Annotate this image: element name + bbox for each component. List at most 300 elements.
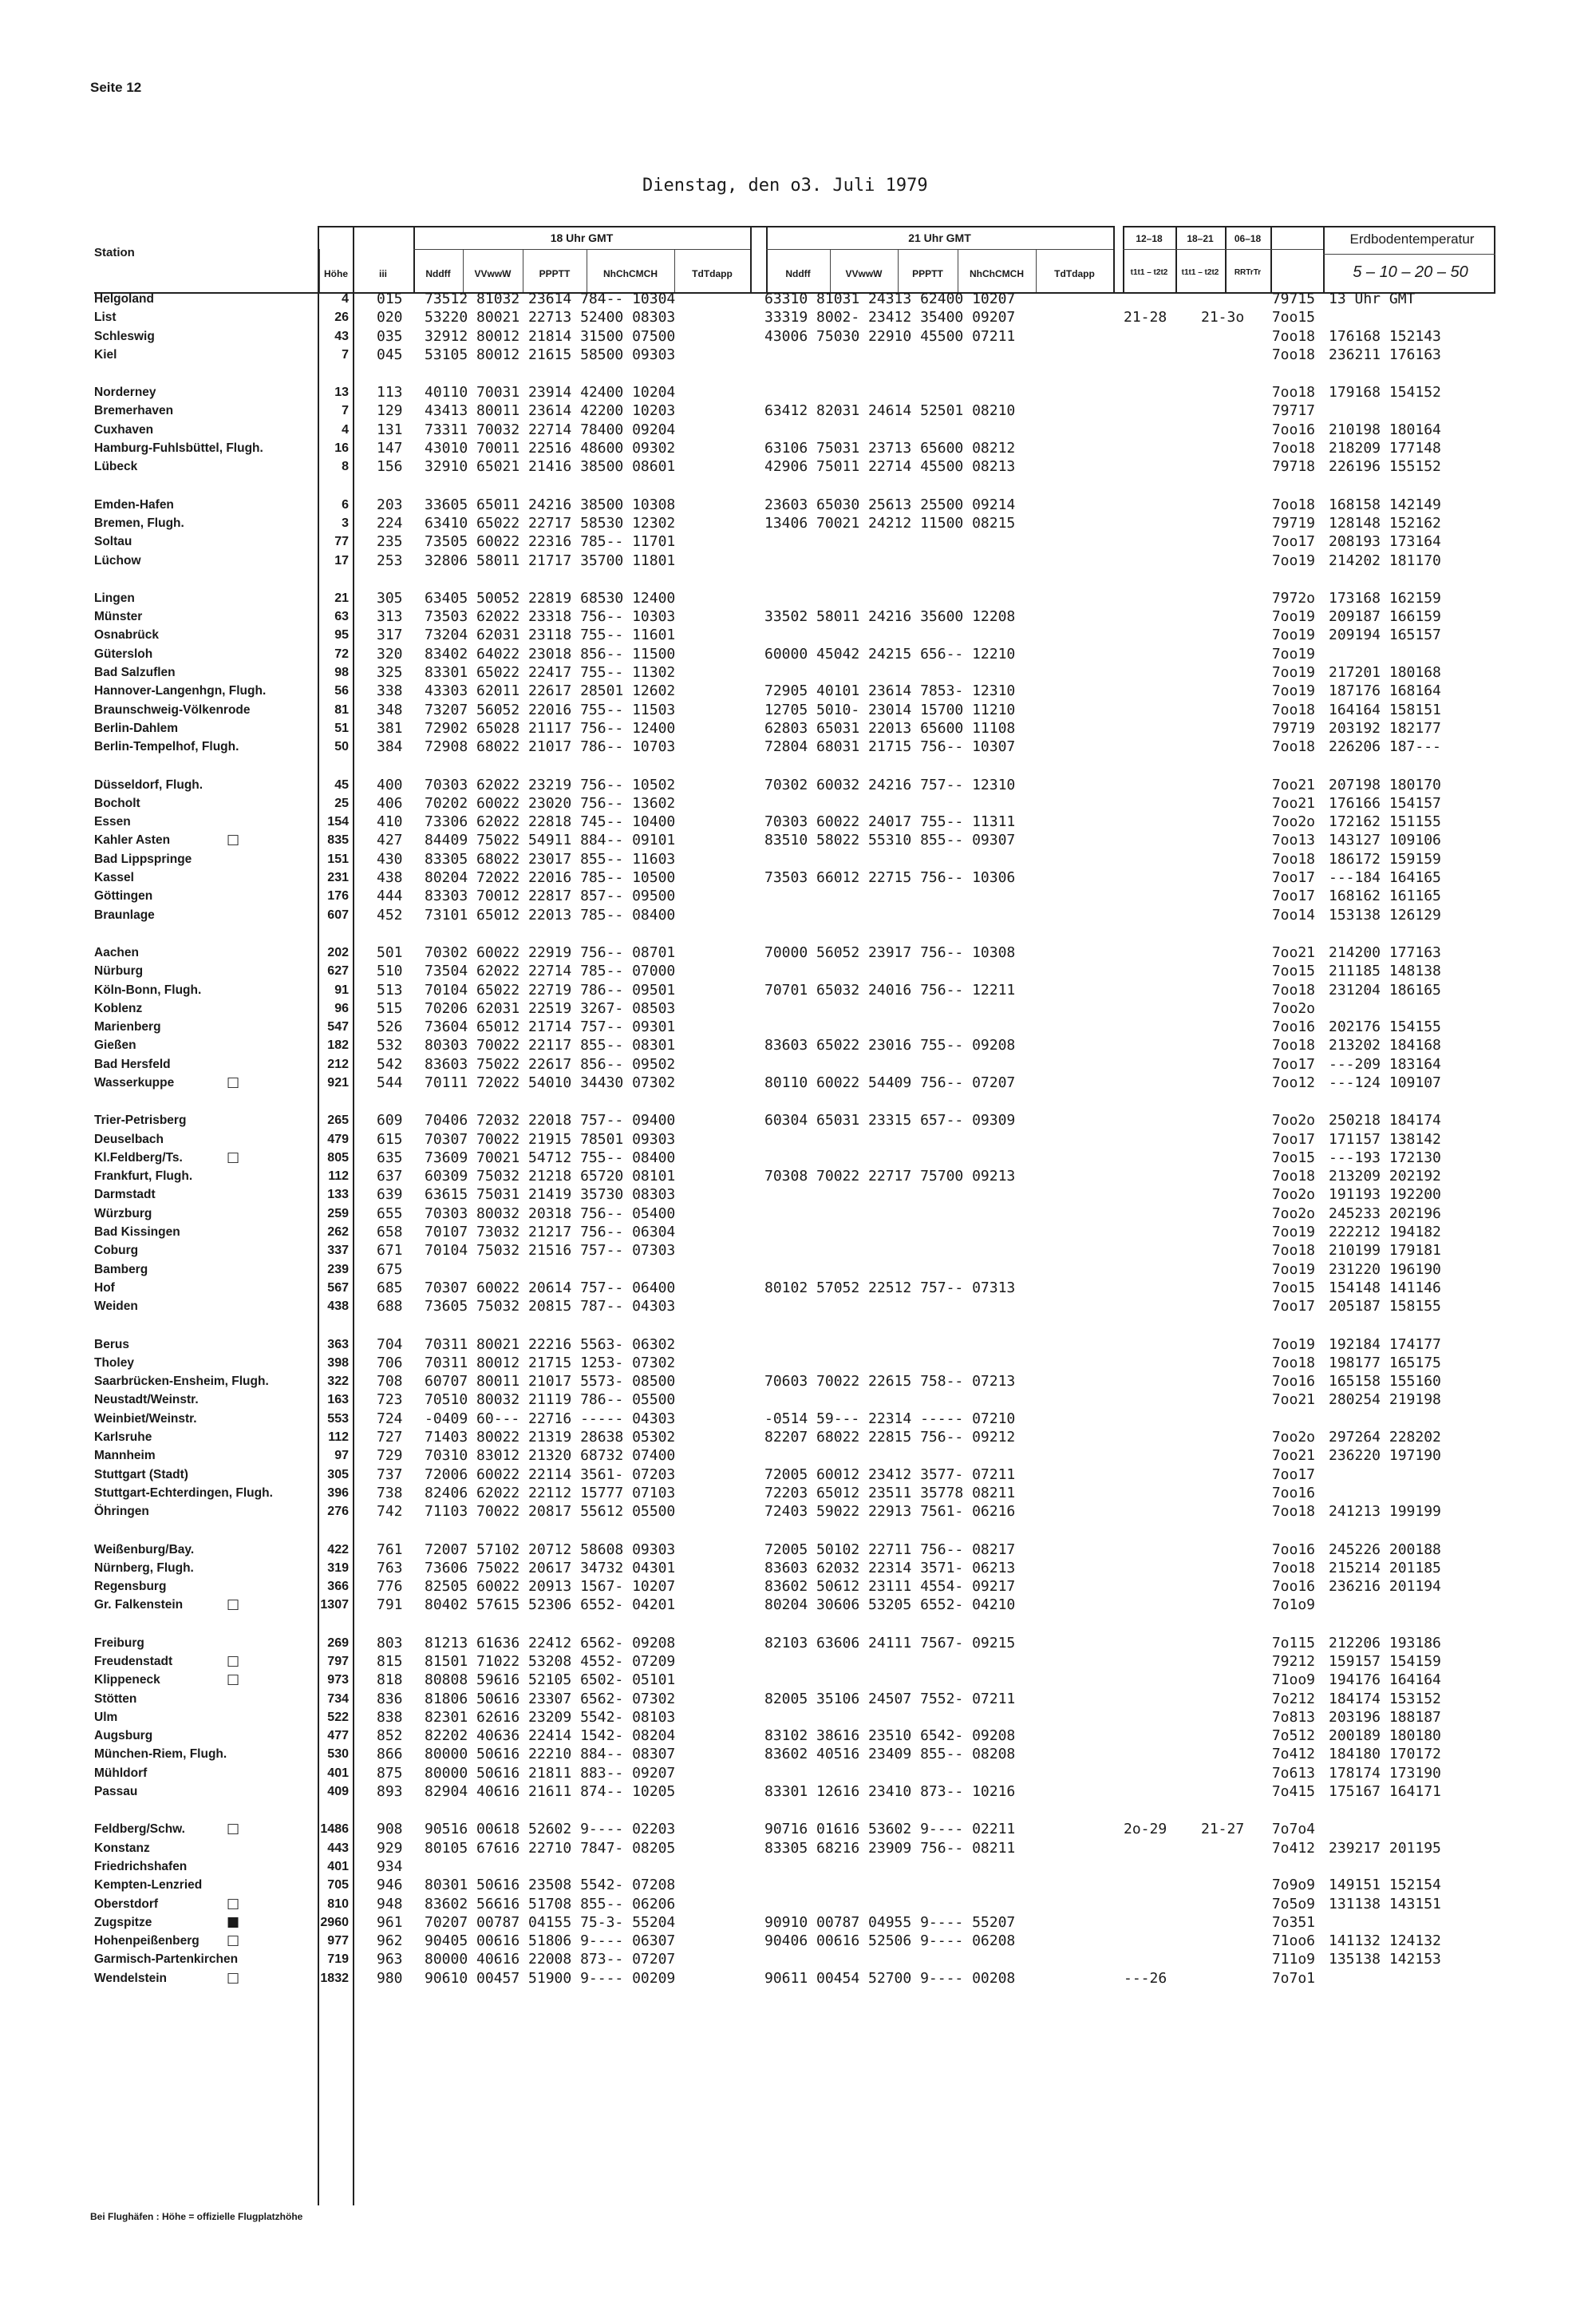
cell-x4: 210198 180164 bbox=[1329, 421, 1441, 438]
cell-h: 269 bbox=[327, 1636, 349, 1650]
cell-st: Gütersloh bbox=[94, 647, 153, 661]
cell-x3: 7oo18 bbox=[1271, 496, 1315, 513]
group-gap bbox=[0, 1316, 1596, 1335]
cell-h: 43 bbox=[334, 329, 349, 343]
cell-x2: 21-3o bbox=[1201, 309, 1245, 326]
cell-id: 635 bbox=[377, 1149, 403, 1166]
cell-g18: 82406 62022 22112 15777 07103 bbox=[425, 1484, 676, 1501]
header-21-col-1: Nddff bbox=[785, 268, 811, 279]
cell-x3: 7oo18 bbox=[1271, 1559, 1315, 1576]
cell-x3: 7oo19 bbox=[1271, 1260, 1315, 1278]
table-row bbox=[0, 1428, 1596, 1446]
cell-id: 980 bbox=[377, 1969, 403, 1987]
cell-h: 26 bbox=[334, 310, 349, 325]
cell-mark: □ bbox=[227, 1074, 240, 1090]
cell-x4: 153138 126129 bbox=[1329, 906, 1441, 924]
cell-st: Bad Lippspringe bbox=[94, 852, 192, 866]
table-row bbox=[0, 626, 1596, 644]
table-row bbox=[0, 1502, 1596, 1521]
cell-g18: 73609 70021 54712 755-- 08400 bbox=[425, 1149, 676, 1166]
table-row bbox=[0, 1969, 1596, 1988]
cell-x4: 165158 155160 bbox=[1329, 1373, 1441, 1390]
cell-g18: 83603 75022 22617 856-- 09502 bbox=[425, 1055, 676, 1073]
cell-id: 384 bbox=[377, 738, 403, 756]
table-row bbox=[0, 1671, 1596, 1689]
cell-h: 547 bbox=[327, 1020, 349, 1034]
cell-h: 810 bbox=[327, 1897, 349, 1911]
table-row bbox=[0, 1335, 1596, 1354]
cell-st: Deuselbach bbox=[94, 1132, 164, 1146]
table-row bbox=[0, 327, 1596, 346]
cell-st: Garmisch-Partenkirchen bbox=[94, 1952, 239, 1967]
cell-id: 113 bbox=[377, 384, 403, 401]
table-row bbox=[0, 290, 1596, 308]
cell-x3: 7oo12 bbox=[1271, 1074, 1315, 1091]
cell-x3: 7oo15 bbox=[1271, 1279, 1315, 1296]
cell-x3: 7oo19 bbox=[1271, 1224, 1315, 1241]
cell-id: 934 bbox=[377, 1857, 403, 1875]
cell-x4: 297264 228202 bbox=[1329, 1429, 1441, 1446]
cell-h: 1486 bbox=[320, 1822, 349, 1837]
table-row bbox=[0, 1204, 1596, 1223]
cell-g18: 72902 65028 21117 756-- 12400 bbox=[425, 719, 676, 737]
table-row bbox=[0, 308, 1596, 326]
header-station: Station bbox=[94, 246, 135, 259]
cell-id: 400 bbox=[377, 776, 403, 793]
cell-g18: 81501 71022 53208 4552- 07209 bbox=[425, 1653, 676, 1670]
cell-st: Zugspitze bbox=[94, 1915, 152, 1929]
cell-g21: 70308 70022 22717 75700 09213 bbox=[764, 1168, 1016, 1185]
cell-g18: 72007 57102 20712 58608 09303 bbox=[425, 1541, 676, 1558]
group-gap bbox=[0, 1615, 1596, 1634]
cell-id: 836 bbox=[377, 1690, 403, 1707]
cell-x3: 7oo19 bbox=[1271, 682, 1315, 700]
cell-g21: 83603 62032 22314 3571- 06213 bbox=[764, 1559, 1016, 1576]
cell-g21: 63310 81031 24313 62400 10207 bbox=[764, 291, 1016, 307]
cell-x3: 7oo18 bbox=[1271, 327, 1315, 345]
cell-x4: 231204 186165 bbox=[1329, 981, 1441, 999]
cell-h: 438 bbox=[327, 1299, 349, 1314]
cell-x3: 7oo16 bbox=[1271, 1373, 1315, 1390]
cell-id: 791 bbox=[377, 1596, 403, 1614]
cell-x3: 7oo18 bbox=[1271, 1037, 1315, 1054]
cell-x4: 171157 138142 bbox=[1329, 1130, 1441, 1148]
cell-g18: 32912 80012 21814 31500 07500 bbox=[425, 327, 676, 345]
cell-x4: 172162 151155 bbox=[1329, 813, 1441, 831]
cell-x3: 7o415 bbox=[1271, 1783, 1315, 1801]
cell-x3: 7oo18 bbox=[1271, 1354, 1315, 1371]
cell-x4: 178174 173190 bbox=[1329, 1764, 1441, 1782]
cell-g21: 83301 12616 23410 873-- 10216 bbox=[764, 1783, 1016, 1801]
cell-x4: 241213 199199 bbox=[1329, 1503, 1441, 1521]
cell-g18: 80808 59616 52105 6502- 05101 bbox=[425, 1671, 676, 1689]
cell-h: 13 bbox=[334, 386, 349, 400]
cell-g18: 73604 65012 21714 757-- 09301 bbox=[425, 1018, 676, 1036]
cell-x3: 7oo17 bbox=[1271, 1055, 1315, 1073]
table-row bbox=[0, 719, 1596, 738]
cell-x4: 184174 153152 bbox=[1329, 1690, 1441, 1707]
cell-x3: 7oo21 bbox=[1271, 794, 1315, 812]
cell-x3: 7oo15 bbox=[1271, 1149, 1315, 1166]
cell-g18: 73101 65012 22013 785-- 08400 bbox=[425, 906, 676, 924]
cell-x4: 245233 202196 bbox=[1329, 1204, 1441, 1222]
cell-x3: 7oo2o bbox=[1271, 813, 1315, 831]
table-row bbox=[0, 831, 1596, 849]
cell-x3: 7o9o9 bbox=[1271, 1877, 1315, 1894]
cell-g18: 70307 60022 20614 757-- 06400 bbox=[425, 1279, 676, 1296]
table-row bbox=[0, 1708, 1596, 1726]
cell-g18: 53105 80012 21615 58500 09303 bbox=[425, 346, 676, 363]
cell-id: 875 bbox=[377, 1764, 403, 1782]
table-row bbox=[0, 552, 1596, 570]
cell-x4: 209187 166159 bbox=[1329, 608, 1441, 626]
cell-x3: 79719 bbox=[1271, 719, 1315, 737]
cell-st: Berlin-Tempelhof, Flugh. bbox=[94, 740, 239, 754]
table-row bbox=[0, 1055, 1596, 1074]
cell-h: 366 bbox=[327, 1580, 349, 1594]
cell-g18: 82904 40616 21611 874-- 10205 bbox=[425, 1783, 676, 1801]
cell-g18: 70303 80032 20318 756-- 05400 bbox=[425, 1204, 676, 1222]
table-row bbox=[0, 383, 1596, 401]
header-iii: iii bbox=[378, 268, 387, 279]
cell-st: Hannover-Langenhgn, Flugh. bbox=[94, 684, 267, 698]
cell-g21: 70303 60022 24017 755-- 11311 bbox=[764, 813, 1016, 831]
cell-g21: 83602 50612 23111 4554- 09217 bbox=[764, 1578, 1016, 1596]
cell-st: Nürnberg, Flugh. bbox=[94, 1560, 194, 1575]
cell-g18: 53220 80021 22713 52400 08303 bbox=[425, 309, 676, 326]
table-row bbox=[0, 1241, 1596, 1260]
cell-g18: 70311 80021 22216 5563- 06302 bbox=[425, 1335, 676, 1353]
cell-h: 202 bbox=[327, 945, 349, 959]
cell-x4: 179168 154152 bbox=[1329, 384, 1441, 401]
cell-id: 253 bbox=[377, 552, 403, 569]
cell-g21: 60304 65031 23315 657-- 09309 bbox=[764, 1112, 1016, 1129]
cell-x4: 280254 219198 bbox=[1329, 1391, 1441, 1409]
table-row bbox=[0, 1260, 1596, 1279]
header-21-col-2: VVwwW bbox=[845, 268, 883, 279]
cell-g21: 90611 00454 52700 9---- 00208 bbox=[764, 1969, 1016, 1987]
table-row bbox=[0, 1820, 1596, 1838]
cell-st: Passau bbox=[94, 1785, 138, 1799]
cell-st: Berus bbox=[94, 1337, 129, 1351]
cell-id: 729 bbox=[377, 1447, 403, 1465]
cell-g21: 70000 56052 23917 756-- 10308 bbox=[764, 943, 1016, 961]
cell-st: Helgoland bbox=[94, 292, 154, 306]
cell-x2: 21-27 bbox=[1201, 1821, 1245, 1838]
cell-x3: 7oo2o bbox=[1271, 999, 1315, 1017]
cell-g18: 72908 68022 21017 786-- 10703 bbox=[425, 738, 676, 756]
cell-g21: 82103 63606 24111 7567- 09215 bbox=[764, 1634, 1016, 1651]
cell-id: 615 bbox=[377, 1130, 403, 1148]
cell-id: 685 bbox=[377, 1279, 403, 1296]
cell-g18: -0409 60--- 22716 ----- 04303 bbox=[425, 1410, 676, 1427]
cell-id: 015 bbox=[377, 291, 403, 307]
cell-x4: ---193 172130 bbox=[1329, 1149, 1441, 1166]
table-row bbox=[0, 1726, 1596, 1745]
cell-g21: 62803 65031 22013 65600 11108 bbox=[764, 719, 1016, 737]
cell-g21: 70302 60032 24216 757-- 12310 bbox=[764, 776, 1016, 793]
cell-st: Osnabrück bbox=[94, 628, 159, 643]
header-18-col-2: VVwwW bbox=[474, 268, 512, 279]
table-row bbox=[0, 457, 1596, 476]
cell-g18: 70111 72022 54010 34430 07302 bbox=[425, 1074, 676, 1091]
table-row bbox=[0, 1950, 1596, 1968]
cell-id: 948 bbox=[377, 1895, 403, 1912]
cell-g18: 70303 62022 23219 756-- 10502 bbox=[425, 776, 676, 793]
table-row bbox=[0, 1465, 1596, 1484]
cell-h: 322 bbox=[327, 1374, 349, 1389]
header-18-col-5: TdTdapp bbox=[692, 268, 733, 279]
table-row bbox=[0, 1634, 1596, 1652]
cell-x3: 7oo18 bbox=[1271, 850, 1315, 868]
cell-x3: 7o212 bbox=[1271, 1690, 1315, 1707]
cell-id: 427 bbox=[377, 832, 403, 849]
cell-g21: 83305 68216 23909 756-- 08211 bbox=[764, 1839, 1016, 1857]
cell-x3: 79718 bbox=[1271, 458, 1315, 476]
cell-st: Weiden bbox=[94, 1299, 138, 1314]
cell-st: Öhringen bbox=[94, 1505, 149, 1519]
cell-st: Freudenstadt bbox=[94, 1655, 173, 1668]
cell-st: Coburg bbox=[94, 1244, 139, 1258]
cell-h: 607 bbox=[327, 908, 349, 922]
cell-g18: 43303 62011 22617 28501 12602 bbox=[425, 682, 676, 700]
cell-id: 513 bbox=[377, 981, 403, 999]
header-21-col-5: TdTdapp bbox=[1054, 268, 1095, 279]
cell-x4: 226206 187--- bbox=[1329, 738, 1441, 756]
cell-g21: 73503 66012 22715 756-- 10306 bbox=[764, 869, 1016, 887]
cell-id: 866 bbox=[377, 1746, 403, 1763]
table-row bbox=[0, 701, 1596, 719]
cell-x4: 131138 143151 bbox=[1329, 1895, 1441, 1912]
cell-st: Hof bbox=[94, 1280, 115, 1295]
table-row bbox=[0, 1372, 1596, 1390]
cell-h: 163 bbox=[327, 1393, 349, 1407]
cell-x4: 135138 142153 bbox=[1329, 1951, 1441, 1968]
group-gap bbox=[0, 477, 1596, 496]
cell-x4: 245226 200188 bbox=[1329, 1541, 1441, 1558]
cell-x3: 7oo17 bbox=[1271, 533, 1315, 551]
cell-id: 724 bbox=[377, 1410, 403, 1427]
cell-st: Kl.Feldberg/Ts. bbox=[94, 1150, 183, 1165]
cell-h: 567 bbox=[327, 1280, 349, 1295]
cell-id: 727 bbox=[377, 1429, 403, 1446]
cell-x3: 7o1o9 bbox=[1271, 1596, 1315, 1614]
cell-g18: 83301 65022 22417 755-- 11302 bbox=[425, 664, 676, 682]
cell-st: Feldberg/Schw. bbox=[94, 1822, 185, 1837]
cell-id: 803 bbox=[377, 1634, 403, 1651]
cell-h: 401 bbox=[327, 1859, 349, 1873]
cell-x3: 7o613 bbox=[1271, 1764, 1315, 1782]
cell-x3: 7oo14 bbox=[1271, 906, 1315, 924]
cell-id: 510 bbox=[377, 963, 403, 980]
cell-x3: 7o7o1 bbox=[1271, 1969, 1315, 1987]
table-row bbox=[0, 776, 1596, 794]
header-18-21: 18–21 bbox=[1187, 233, 1214, 244]
cell-h: 17 bbox=[334, 553, 349, 568]
cell-x4: 208193 173164 bbox=[1329, 533, 1441, 551]
cell-g18: 73606 75022 20617 34732 04301 bbox=[425, 1559, 676, 1576]
cell-g18: 83602 56616 51708 855-- 06206 bbox=[425, 1895, 676, 1912]
cell-x3: 7oo18 bbox=[1271, 1503, 1315, 1521]
cell-g21: 70701 65032 24016 756-- 12211 bbox=[764, 981, 1016, 999]
table-row bbox=[0, 738, 1596, 756]
cell-x4: 176166 154157 bbox=[1329, 794, 1441, 812]
cell-id: 035 bbox=[377, 327, 403, 345]
cell-g18: 63410 65022 22717 58530 12302 bbox=[425, 514, 676, 532]
cell-x3: 7oo18 bbox=[1271, 738, 1315, 756]
cell-x3: 7oo2o bbox=[1271, 1204, 1315, 1222]
cell-st: Oberstdorf bbox=[94, 1897, 159, 1911]
cell-h: 1832 bbox=[320, 1971, 349, 1985]
cell-mark: □ bbox=[227, 1596, 240, 1613]
cell-x4: 173168 162159 bbox=[1329, 589, 1441, 607]
cell-x4: ---124 109107 bbox=[1329, 1074, 1441, 1091]
cell-mark: ■ bbox=[227, 1913, 240, 1930]
cell-x3: 7oo16 bbox=[1271, 1018, 1315, 1036]
cell-h: 530 bbox=[327, 1747, 349, 1762]
cell-x3: 7oo21 bbox=[1271, 1391, 1315, 1409]
cell-x3: 79717 bbox=[1271, 402, 1315, 420]
cell-x4: 149151 152154 bbox=[1329, 1877, 1441, 1894]
cell-h: 56 bbox=[334, 684, 349, 698]
cell-h: 479 bbox=[327, 1132, 349, 1146]
table-row bbox=[0, 1690, 1596, 1708]
cell-id: 818 bbox=[377, 1671, 403, 1689]
cell-x4: 236220 197190 bbox=[1329, 1447, 1441, 1465]
cell-mark: □ bbox=[227, 1671, 240, 1688]
cell-h: 522 bbox=[327, 1710, 349, 1724]
cell-g18: 83305 68022 23017 855-- 11603 bbox=[425, 850, 676, 868]
cell-h: 239 bbox=[327, 1262, 349, 1276]
cell-h: 77 bbox=[334, 535, 349, 549]
cell-h: 95 bbox=[334, 628, 349, 643]
cell-h: 305 bbox=[327, 1467, 349, 1481]
cell-g18: 80303 70022 22117 855-- 08301 bbox=[425, 1037, 676, 1054]
cell-id: 325 bbox=[377, 664, 403, 682]
cell-x3: 79715 bbox=[1271, 291, 1315, 307]
cell-g21: 83603 65022 23016 755-- 09208 bbox=[764, 1037, 1016, 1054]
cell-st: Regensburg bbox=[94, 1580, 167, 1594]
cell-id: 542 bbox=[377, 1055, 403, 1073]
cell-g18: 80105 67616 22710 7847- 08205 bbox=[425, 1839, 676, 1857]
cell-x4: 236216 201194 bbox=[1329, 1578, 1441, 1596]
cell-x3: 7oo19 bbox=[1271, 627, 1315, 644]
cell-h: 45 bbox=[334, 777, 349, 792]
cell-h: 259 bbox=[327, 1206, 349, 1220]
cell-h: 262 bbox=[327, 1225, 349, 1240]
cell-h: 422 bbox=[327, 1542, 349, 1556]
cell-x3: 71oo9 bbox=[1271, 1671, 1315, 1689]
cell-st: Gießen bbox=[94, 1038, 136, 1053]
cell-g21: 60000 45042 24215 656-- 12210 bbox=[764, 645, 1016, 663]
cell-id: 852 bbox=[377, 1727, 403, 1745]
cell-x4: 213202 184168 bbox=[1329, 1037, 1441, 1054]
cell-h: 50 bbox=[334, 740, 349, 754]
cell-g21: 90406 00616 52506 9---- 06208 bbox=[764, 1932, 1016, 1950]
cell-g18: 70406 72032 22018 757-- 09400 bbox=[425, 1112, 676, 1129]
cell-g21: 82005 35106 24507 7552- 07211 bbox=[764, 1690, 1016, 1707]
cell-id: 410 bbox=[377, 813, 403, 831]
cell-x4: 141132 124132 bbox=[1329, 1932, 1441, 1950]
cell-g18: 82202 40636 22414 1542- 08204 bbox=[425, 1727, 676, 1745]
cell-g18: 63615 75031 21419 35730 08303 bbox=[425, 1186, 676, 1204]
cell-x3: 7oo21 bbox=[1271, 943, 1315, 961]
cell-g18: 70206 62031 22519 3267- 08503 bbox=[425, 999, 676, 1017]
cell-x4: 222212 194182 bbox=[1329, 1224, 1441, 1241]
group-gap bbox=[0, 1521, 1596, 1541]
cell-h: 265 bbox=[327, 1113, 349, 1128]
table-row bbox=[0, 868, 1596, 887]
cell-h: 921 bbox=[327, 1075, 349, 1090]
cell-id: 742 bbox=[377, 1503, 403, 1521]
table-row bbox=[0, 682, 1596, 700]
cell-x3: 7oo2o bbox=[1271, 1186, 1315, 1204]
cell-g18: 73512 81032 23614 784-- 10304 bbox=[425, 291, 676, 307]
cell-id: 946 bbox=[377, 1877, 403, 1894]
cell-st: Braunschweig-Völkenrode bbox=[94, 702, 251, 717]
cell-x4: 186172 159159 bbox=[1329, 850, 1441, 868]
cell-h: 63 bbox=[334, 610, 349, 624]
cell-x1: 2o-29 bbox=[1124, 1821, 1167, 1838]
table-row bbox=[0, 1484, 1596, 1502]
cell-id: 671 bbox=[377, 1242, 403, 1260]
table-row bbox=[0, 1149, 1596, 1167]
cell-g18: 73605 75032 20815 787-- 04303 bbox=[425, 1298, 676, 1315]
cell-g18: 33605 65011 24216 38500 10308 bbox=[425, 496, 676, 513]
cell-h: 91 bbox=[334, 983, 349, 997]
table-row bbox=[0, 401, 1596, 420]
cell-x4: 194176 164164 bbox=[1329, 1671, 1441, 1689]
cell-g21: 70603 70022 22615 758-- 07213 bbox=[764, 1373, 1016, 1390]
cell-st: Ulm bbox=[94, 1710, 118, 1724]
group-gap bbox=[0, 364, 1596, 383]
cell-x3: 7oo19 bbox=[1271, 552, 1315, 569]
table-row bbox=[0, 813, 1596, 831]
cell-x4: ---184 164165 bbox=[1329, 869, 1441, 887]
cell-g21: 63106 75031 23713 65600 08212 bbox=[764, 440, 1016, 457]
cell-g18: 70310 83012 21320 68732 07400 bbox=[425, 1447, 676, 1465]
cell-mark: □ bbox=[227, 1149, 240, 1165]
cell-id: 045 bbox=[377, 346, 403, 363]
cell-id: 708 bbox=[377, 1373, 403, 1390]
cell-g18: 84409 75022 54911 884-- 09101 bbox=[425, 832, 676, 849]
cell-x3: 7o512 bbox=[1271, 1727, 1315, 1745]
cell-h: 182 bbox=[327, 1038, 349, 1053]
page-number: Seite 12 bbox=[90, 80, 142, 95]
cell-g18: 80000 50616 21811 883-- 09207 bbox=[425, 1764, 676, 1782]
cell-g21: 42906 75011 22714 45500 08213 bbox=[764, 458, 1016, 476]
cell-x3: 79212 bbox=[1271, 1653, 1315, 1670]
cell-h: 97 bbox=[334, 1449, 349, 1463]
cell-st: Berlin-Dahlem bbox=[94, 721, 179, 735]
table-row bbox=[0, 906, 1596, 924]
cell-x3: 7oo18 bbox=[1271, 981, 1315, 999]
cell-id: 929 bbox=[377, 1839, 403, 1857]
cell-x4: 215214 201185 bbox=[1329, 1559, 1441, 1576]
cell-x3: 71oo6 bbox=[1271, 1932, 1315, 1950]
cell-st: Bremen, Flugh. bbox=[94, 516, 184, 530]
cell-x3: 7oo19 bbox=[1271, 608, 1315, 626]
cell-h: 4 bbox=[342, 292, 349, 306]
cell-g21: 83602 40516 23409 855-- 08208 bbox=[764, 1746, 1016, 1763]
cell-mark: □ bbox=[227, 1895, 240, 1912]
cell-x3: 7oo19 bbox=[1271, 645, 1315, 663]
cell-x3: 7oo19 bbox=[1271, 1335, 1315, 1353]
cell-g18: 43010 70011 22516 48600 09302 bbox=[425, 440, 676, 457]
cell-h: 212 bbox=[327, 1057, 349, 1071]
cell-x3: 7oo18 bbox=[1271, 1168, 1315, 1185]
cell-id: 381 bbox=[377, 719, 403, 737]
